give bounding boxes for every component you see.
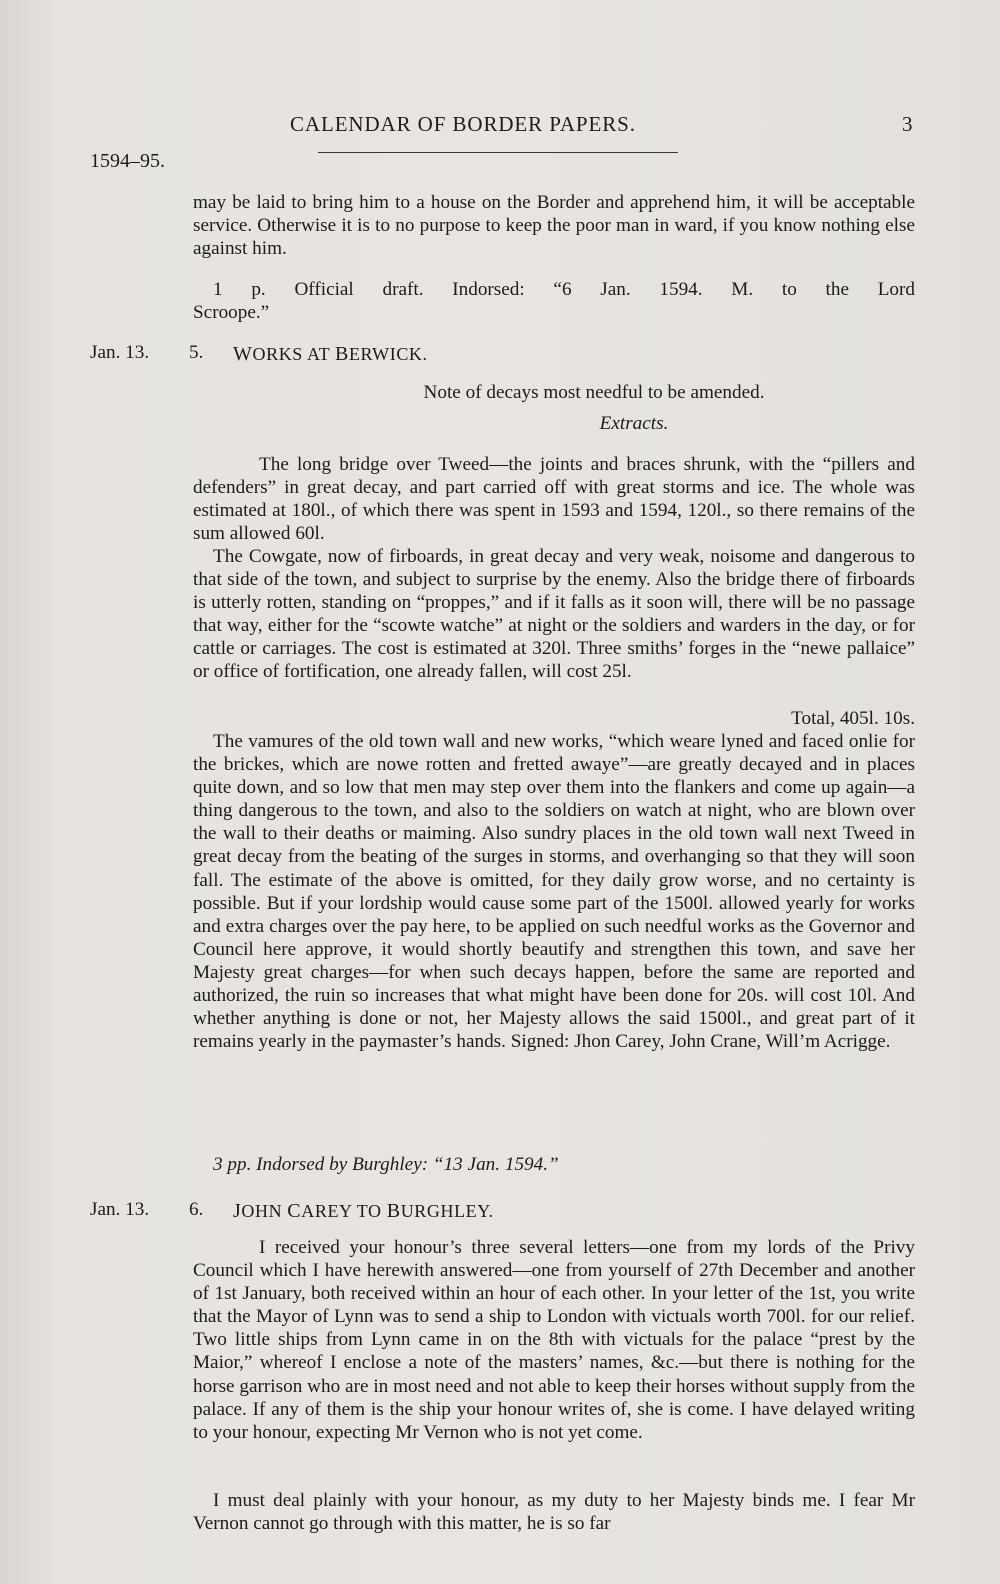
title-initial: W (233, 343, 253, 365)
title-initial: B (334, 343, 349, 365)
continuation-endorsement-2 (193, 301, 915, 324)
title-text: ORKS AT (252, 344, 335, 364)
entry-paragraph: I received your honour’s three several letters—one from my lords of the Privy Council which I have herewith answered—one from yourself of 27th December and another of 1st January, both received within an hour of each other. In your letter of the 1st, you write that the Mayor of Lynn was to send a ship to London with victuals worth 700l. for our relief. Two little ships from Lynn came in on the 8th with victuals for the palace “prest by the Maior,” whereof I enclose a note of the masters’ names, &c.—but there is nothing for the horse garrison who are in most need and not able to keep their horses without supply from the palace. If any of them is the ship your honour writes of, she is come. I have delayed writing to your honour, expecting Mr Vernon who is not yet come. (193, 1237, 915, 1443)
title-initial: J (233, 1200, 242, 1222)
page-number: 3 (902, 112, 913, 136)
title-initial: B (386, 1200, 401, 1222)
endorsement-line-1: 1 p. Official draft. Indorsed: “6 Jan. 1594. M. to the Lord (213, 279, 915, 300)
entry-paragraph: The long bridge over Tweed—the joints and braces shrunk, with the “pillers and defenders” in great decay, and part carried off with great storms and ice. The whole was estimated at 180l., of which there was spent in 1593 and 1594, 120l., so there remains of the sum allowed 60l. (193, 454, 915, 545)
entry-date: Jan. 13. (90, 1199, 150, 1220)
entry-paragraph: The vamures of the old town wall and new works, “which weare lyned and faced onlie for the brickes, which are nowe rotten and fretted awaye”—are greatly decayed and in places quite down, and so low that men may step over them into the flankers and come up again—a thing dangerous to the town, and also to the soldiers on watch at night, who are blown over the wall to their deaths or maiming. Also sundry places in the old town wall next Tweed in great decay from the beating of the surges in storms, and overhanging so that they will soon fall. The estimate of the above is omitted, for they daily grow worse, and no certainty is possible. But if your lordship would cause some part of the 1500l. allowed yearly for works and extra charges over the pay here, to be applied on such needful works as the Governor and Council here approve, it would shortly beautify and strengthen this town, and save her Majesty great charges—for when such decays happen, before the same are reported and authorized, the ruin so increases that what might have been done for 20s. will cost 10l. And whether anything is done or not, her Majesty allows the said 1500l., and great part of it remains yearly in the paymaster’s hands. Signed: Jhon Carey, John Crane, Will’m Acrigge. (193, 731, 915, 1053)
entry-subtitle: Note of decays most needful to be amended. (423, 382, 765, 403)
entry-number: 6. (189, 1199, 204, 1220)
running-head (0, 112, 1000, 142)
continuation-endorsement (213, 278, 915, 301)
continuation-paragraph: may be laid to bring him to a house on the Border and apprehend him, it will be acceptable service. Otherwise it is to no purpose to keep the poor man in ward, if you know nothing else against him. (193, 192, 915, 260)
entry-number: 5. (189, 342, 204, 363)
entry-paragraph: The Cowgate, now of firboards, in great decay and very weak, noisome and dangerous to that side of the town, and subject to surprise by the enemy. Also the bridge there of firboards is utterly rotten, standing on “proppes,” and if it falls as it soon will, there will be no passage that way, either for the “scowte watche” at night or the soldiers and warders in the day, or for cattle or carriages. The cost is estimated at 320l. Three smiths’ forges in the “newe pallaice” or office of fortification, one already fallen, will cost 25l. (193, 546, 915, 683)
title-initial: C (287, 1200, 302, 1222)
entry-title (233, 1200, 494, 1223)
entry-total: Total, 405l. 10s. (791, 708, 915, 729)
running-title: CALENDAR OF BORDER PAPERS. (290, 112, 636, 136)
header-rule (318, 152, 678, 153)
year-range: 1594–95. (90, 150, 165, 172)
entry-title (233, 343, 428, 366)
title-text: URGHLEY. (400, 1201, 494, 1221)
title-text: AREY TO (301, 1201, 387, 1221)
entry-endorsement: 3 pp. Indorsed by Burghley: “13 Jan. 1594.” (213, 1154, 559, 1175)
entry-date: Jan. 13. (90, 342, 150, 363)
entry-paragraph: I must deal plainly with your honour, as my duty to her Majesty binds me. I fear Mr Vernon cannot go through with this matter, he is so far (193, 1490, 915, 1535)
title-text: ERWICK. (348, 344, 428, 364)
endorsement-line-2: Scroope.” (193, 302, 270, 323)
title-text: OHN (241, 1201, 288, 1221)
extracts-label: Extracts. (599, 413, 669, 434)
